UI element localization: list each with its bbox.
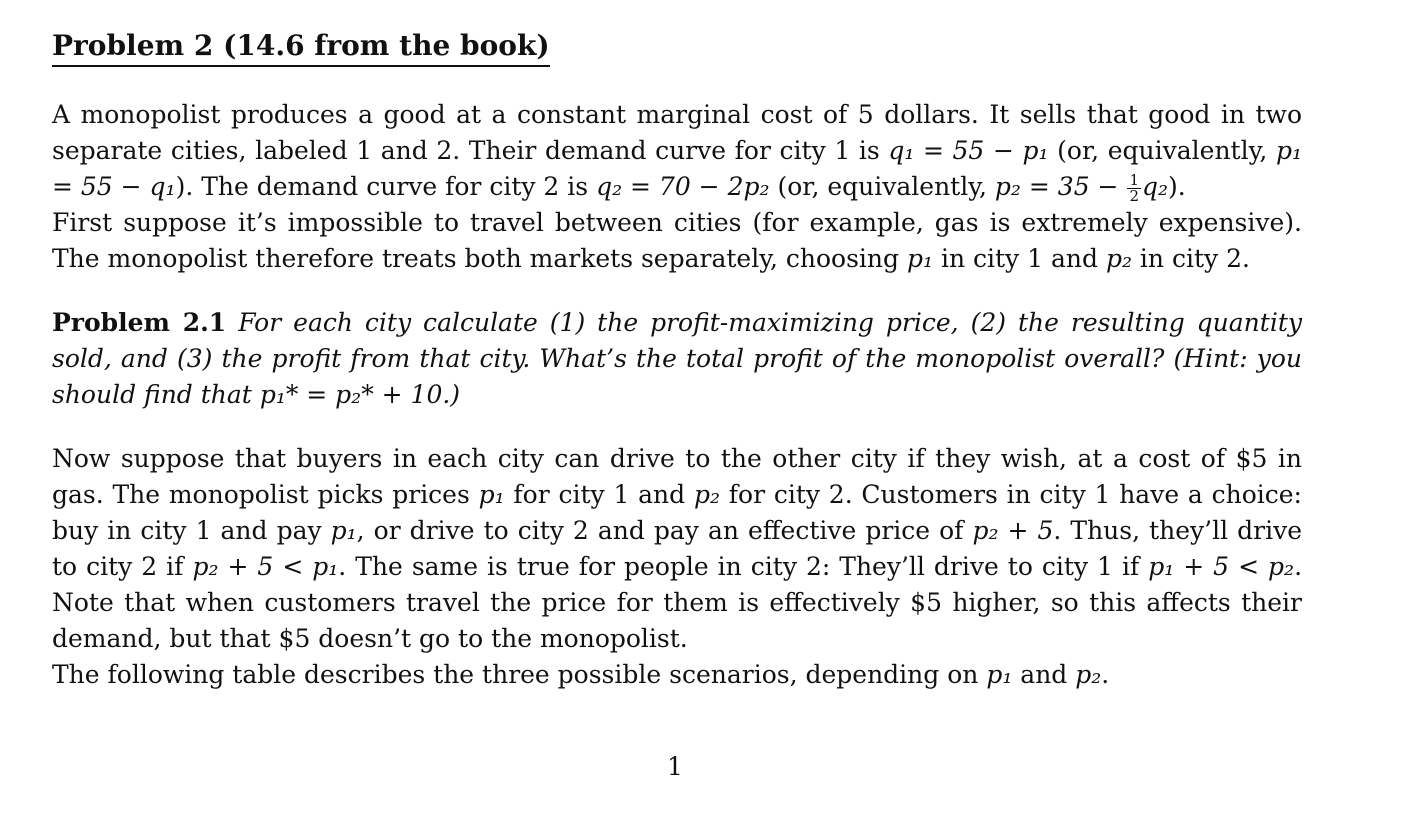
math-inverse-demand-1: p₁ = 55 − q₁ [52, 136, 1302, 201]
table-intro: The following table describes the three possible scenarios, depending on p₁ and p₂. [52, 660, 1110, 689]
math-inverse-demand-2: p₂ = 35 − [994, 172, 1127, 201]
math-demand-2: q₂ = 70 − 2p₂ [596, 172, 770, 201]
math-demand-1: q₁ = 55 − p₁ [888, 136, 1049, 165]
fraction-one-half: $\frac{1}{2}$ [1129, 171, 1139, 205]
problem-2-1: Problem 2.1 For each city calculate (1) the profit-maximizing price, (2) the resulting quantity sold, and (3) the profit from that city. What’s the total profit of the monopolist overall? (Hint: you should find that p₁* = p₂* + 10.) [52, 308, 1302, 409]
intro-paragraph: A monopolist produces a good at a constant marginal cost of 5 dollars. It sells that good in two separate cities, labeled 1 and 2. Their demand curve for city 1 is q₁ = 55 − p₁ (or, equivalently, p₁ = 55 − q₁). The demand curve for city 2 is q₂ = 70 − 2p₂ (or, equivalently, p₂ = 35 − $\frac{1}{2}$ q₂). First suppose it’s impossible to travel between cities (for example, gas is extremely expensive). The monopolist therefore treats both markets separately, choosing p₁ in city 1 and p₂ in city 2. [52, 100, 1302, 273]
hint-equation: p₁* = p₂* + 10 [259, 380, 443, 409]
problem-2-1-label: Problem 2.1 [52, 308, 227, 337]
page-number: 1 [667, 752, 683, 781]
section-title: Problem 2 (14.6 from the book) [52, 28, 550, 67]
travel-paragraph: Now suppose that buyers in each city can drive to the other city if they wish, at a cost of $5 in gas. The monopolist picks prices p₁ for city 1 and p₂ for city 2. Customers in city 1 have a choice: buy in city 1 and pay p₁, or drive to city 2 and pay an effective price of p₂ + 5. Thus, they’ll drive to city 2 if p₂ + 5 < p₁. The same is true for people in city 2: They’ll drive to city 1 if p₁ + 5 < p₂. Note that when customers travel the price for them is effectively $5 higher, so this affects their demand, but that $5 doesn’t go to the monopolist. The following table describes the three possible scenarios, depending on p₁ and p₂. [52, 444, 1303, 689]
document-page [52, 28, 1302, 693]
